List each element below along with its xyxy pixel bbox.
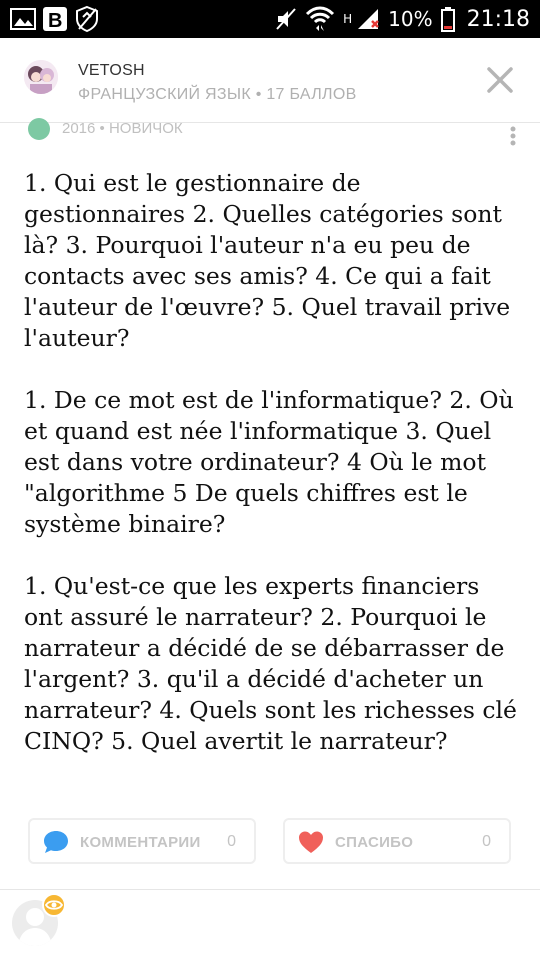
answerer-rank: 2016 • НОВИЧОК	[62, 120, 183, 137]
heart-icon	[297, 829, 325, 855]
status-bar	[0, 0, 540, 38]
more-options-button[interactable]	[508, 126, 518, 146]
eye-icon	[44, 895, 64, 915]
vk-icon	[42, 6, 68, 32]
thanks-button[interactable]	[283, 818, 511, 864]
avatar-illustration-icon	[24, 60, 58, 94]
signal-icon	[356, 7, 380, 31]
answer-paragraph: 1. De ce mot est de l'informatique? 2. Où et quand est née l'informatique 3. Quel est dans votre ordinateur? 4 Où le mot "algorithme 5 De quels chiffres est le système binaire?	[24, 386, 514, 538]
author-name[interactable]: VETOSH	[78, 62, 145, 79]
gallery-icon	[10, 7, 36, 31]
answer-body	[24, 168, 520, 788]
clock: 21:18	[466, 6, 530, 32]
battery-percent: 10%	[388, 7, 433, 31]
more-vertical-icon	[508, 126, 518, 146]
thanks-count: 0	[482, 833, 491, 850]
subject-and-points: ФРАНЦУЗСКИЙ ЯЗЫК • 17 БАЛЛОВ	[78, 86, 357, 103]
section-divider	[0, 889, 540, 890]
close-button[interactable]	[484, 64, 516, 96]
eye-badge	[42, 893, 66, 917]
status-bar-system	[275, 0, 530, 38]
thanks-label: СПАСИБО	[335, 834, 414, 851]
comments-button[interactable]	[28, 818, 256, 864]
author-avatar[interactable]	[24, 60, 58, 94]
answer-paragraph: 1. Qu'est-ce que les experts financiers ont assuré le narrateur? 2. Pourquoi le narrateur a décidé de se débarrasser de l'argent? 3. qu'il a décidé d'acheter un narrateur? 4. Quels sont les richesses clé CINQ? 5. Quel avertit le narrateur?	[24, 572, 517, 755]
answer-meta	[26, 118, 520, 142]
close-icon	[484, 64, 516, 96]
network-type-label: H	[343, 12, 353, 26]
comment-bubble-icon	[42, 829, 70, 855]
wifi-icon	[305, 6, 335, 32]
battery-icon	[441, 6, 455, 32]
comments-count: 0	[227, 833, 236, 850]
svg-text:B: B	[48, 10, 63, 32]
status-bar-notifications	[10, 5, 100, 33]
mute-icon	[275, 7, 297, 31]
answer-paragraph: 1. Qui est le gestionnaire de gestionnaires 2. Quelles catégories sont là? 3. Pourquoi l'auteur n'a eu peu de contacts avec ses amis? 4. Ce qui a fait l'auteur de l'œuvre? 5. Quel travail prive l'auteur?	[24, 169, 511, 352]
answerer-avatar[interactable]	[28, 118, 50, 140]
shield-icon	[74, 5, 100, 33]
comments-label: КОММЕНТАРИИ	[80, 834, 201, 851]
question-header	[0, 38, 540, 123]
